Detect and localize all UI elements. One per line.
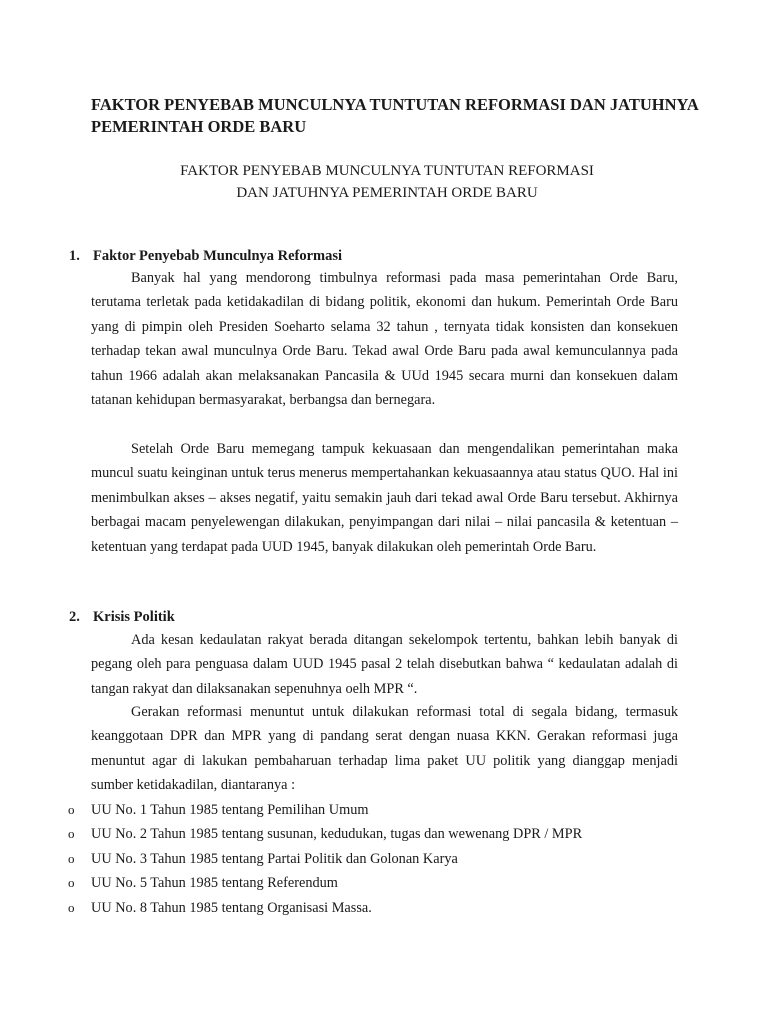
list-item bbox=[68, 871, 688, 895]
sub-title-line-2: DAN JATUHNYA PEMERINTAH ORDE BARU bbox=[236, 185, 538, 201]
bullet-marker: o bbox=[68, 899, 75, 915]
list-item-text: UU No. 8 Tahun 1985 tentang Organisasi Massa. bbox=[91, 899, 372, 916]
bullet-marker: o bbox=[68, 875, 75, 891]
paragraph: Setelah Orde Baru memegang tampuk kekuasaan dan mengendalikan pemerintahan maka muncul suatu keinginan untuk terus menerus mempertahankan kekuasaannya atau status QUO. Hal ini menimbulkan akses – akses negatif, yaitu semakin jauh dari tekad awal Orde Baru tersebut. Akhirnya berbagai macam penyelewengan dilakukan, penyimpangan dari nilai – nilai pancasila & ketentuan – ketentuan yang terdapat pada UUD 1945, banyak dilakukan oleh pemerintah Orde Baru. bbox=[91, 441, 678, 555]
paragraph: Banyak hal yang mendorong timbulnya reformasi pada masa pemerintahan Orde Baru, terutama terletak pada ketidakadilan di bidang politik, ekonomi dan hukum. Pemerintah Orde Baru yang di pimpin oleh Presiden Soeharto selama 32 tahun , ternyata tidak konsisten dan konsekuen terhadap tekan awal munculnya Orde Baru. Tekad awal Orde Baru pada awal kemunculannya pada tahun 1966 adalah akan melaksanakan Pancasila & UUd 1945 secara murni dan konsekuen dalam tatanan kehidupan bermasyarakat, berbangsa dan bernegara. bbox=[91, 270, 678, 409]
section-number: 1. bbox=[69, 248, 80, 264]
sub-title-line-1: FAKTOR PENYEBAB MUNCULNYA TUNTUTAN REFORMASI bbox=[180, 163, 594, 179]
list-item bbox=[68, 896, 688, 920]
bullet-marker: o bbox=[68, 850, 75, 866]
bullet-marker: o bbox=[68, 802, 75, 817]
main-title: FAKTOR PENYEBAB MUNCULNYA TUNTUTAN REFORMASI DAN JATUHNYA PEMERINTAH ORDE BARU bbox=[91, 95, 698, 136]
list-item-text: UU No. 2 Tahun 1985 tentang susunan, kedudukan, tugas dan wewenang DPR / MPR bbox=[91, 826, 583, 843]
section-title: Krisis Politik bbox=[93, 609, 175, 625]
section-number: 2. bbox=[69, 609, 80, 625]
sub-title bbox=[91, 160, 683, 204]
paragraph: Gerakan reformasi menuntut untuk dilakukan reformasi total di segala bidang, termasuk keanggotaan DPR dan MPR yang di pandang serat dengan nuasa KKN. Gerakan reformasi juga menuntut agar di lakukan pembaharuan terhadap lima paket UU politik yang dianggap menjadi sumber ketidakadilan, diantaranya : bbox=[91, 704, 678, 794]
list-item bbox=[68, 822, 688, 846]
list-item-text: UU No. 3 Tahun 1985 tentang Partai Politik dan Golonan Karya bbox=[91, 850, 458, 867]
paragraph: Ada kesan kedaulatan rakyat berada ditangan sekelompok tertentu, bahkan lebih banyak di pegang oleh para penguasa dalam UUD 1945 pasal 2 telah disebutkan bahwa “ kedaulatan adalah di tangan rakyat dan dilaksanakan sepenuhnya oelh MPR “. bbox=[91, 632, 678, 697]
bullet-list bbox=[68, 798, 688, 920]
bullet-marker: o bbox=[68, 826, 75, 842]
section-heading-1 bbox=[69, 246, 342, 266]
list-item-text: UU No. 5 Tahun 1985 tentang Referendum bbox=[91, 875, 338, 892]
list-item bbox=[68, 798, 688, 822]
section-title: Faktor Penyebab Munculnya Reformasi bbox=[93, 248, 343, 264]
list-item bbox=[68, 847, 688, 871]
section-heading-2 bbox=[69, 607, 175, 627]
list-item-text: UU No. 1 Tahun 1985 tentang Pemilihan Umum bbox=[91, 802, 369, 818]
